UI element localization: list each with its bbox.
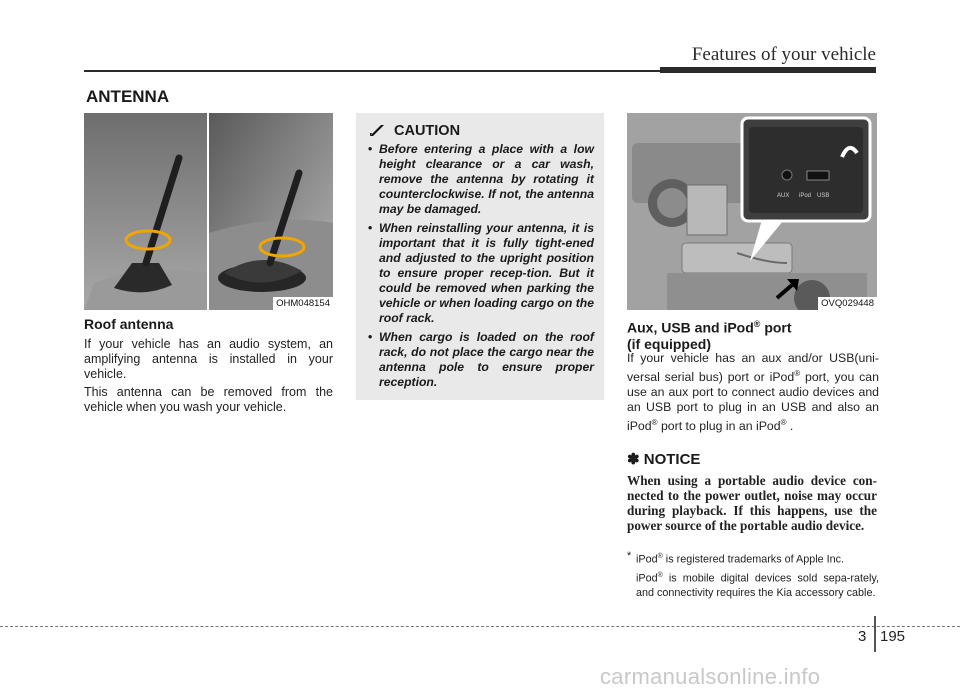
- caution-list: [368, 142, 594, 390]
- footnote-line: * iPod® is registered trademarks of Apple Inc.: [627, 550, 845, 566]
- header-rule: [84, 70, 660, 72]
- list-item: • Before entering a place with a low height clearance or a car wash, remove the antenna by rotating it counterclockwise. If not, the antenna may be damaged.: [368, 142, 594, 217]
- aux-heading: [627, 316, 877, 352]
- footnote: [627, 549, 879, 601]
- watermark: carmanualsonline.info: [600, 664, 821, 689]
- footer-rule: [0, 626, 960, 627]
- list-item: • When reinstalling your antenna, it is important that it is fully tight-ened and adjusted to the upright position to ensure proper recep-tion. But it could be removed when parking the vehicle or when loading cargo on the roof rack.: [368, 221, 594, 326]
- caution-heading-text: CAUTION: [394, 123, 461, 139]
- ipod-label: iPod: [799, 193, 812, 199]
- aux-port-photo: [627, 113, 877, 310]
- caution-box: [356, 113, 604, 400]
- footer-divider: [874, 616, 876, 652]
- notice-body: When using a portable audio device con-nected to the power outlet, noise may occur during playback. If this happens, use the power source of the portable audio device.: [627, 473, 877, 533]
- antenna-photo: [84, 113, 333, 310]
- paragraph: This antenna can be removed from the vehicle when you wash your vehicle.: [84, 385, 333, 414]
- usb-label: USB: [817, 193, 830, 199]
- footnote-line: iPod® is mobile digital devices sold sepa-rately, and connectivity requires the Kia accessory cable.: [636, 571, 879, 600]
- aux-heading-line2: (if equipped): [627, 335, 711, 352]
- header-rule-accent: [660, 67, 876, 73]
- section-heading: ANTENNA: [86, 87, 170, 106]
- roof-antenna-heading: Roof antenna: [84, 316, 174, 332]
- page-number: 195: [880, 628, 906, 645]
- aux-heading-line1: Aux, USB and iPod® port: [627, 319, 792, 336]
- header-title: Features of your vehicle: [691, 44, 876, 65]
- caution-heading: [368, 123, 594, 139]
- paragraph: If your vehicle has an audio system, an amplifying antenna is installed in your vehicle.: [84, 337, 333, 381]
- roof-antenna-body: [84, 337, 333, 418]
- caution-pencil-icon: [368, 124, 386, 138]
- chapter-number: 3: [858, 628, 867, 645]
- photo-code: OHM048154: [273, 297, 333, 310]
- photo-code: OVQ029448: [818, 297, 877, 310]
- notice-heading: ✽ NOTICE: [627, 451, 701, 468]
- list-item: • When cargo is loaded on the roof rack, do not place the cargo near the antenna pole to ensure proper reception.: [368, 330, 594, 390]
- aux-label: AUX: [777, 193, 790, 199]
- aux-body: If your vehicle has an aux and/or USB(uni-versal serial bus) port or iPod® port, you can use an aux port to connect audio devices and an USB port to plug in an USB and also an iPod® port to plug in an iPod® .: [627, 351, 879, 434]
